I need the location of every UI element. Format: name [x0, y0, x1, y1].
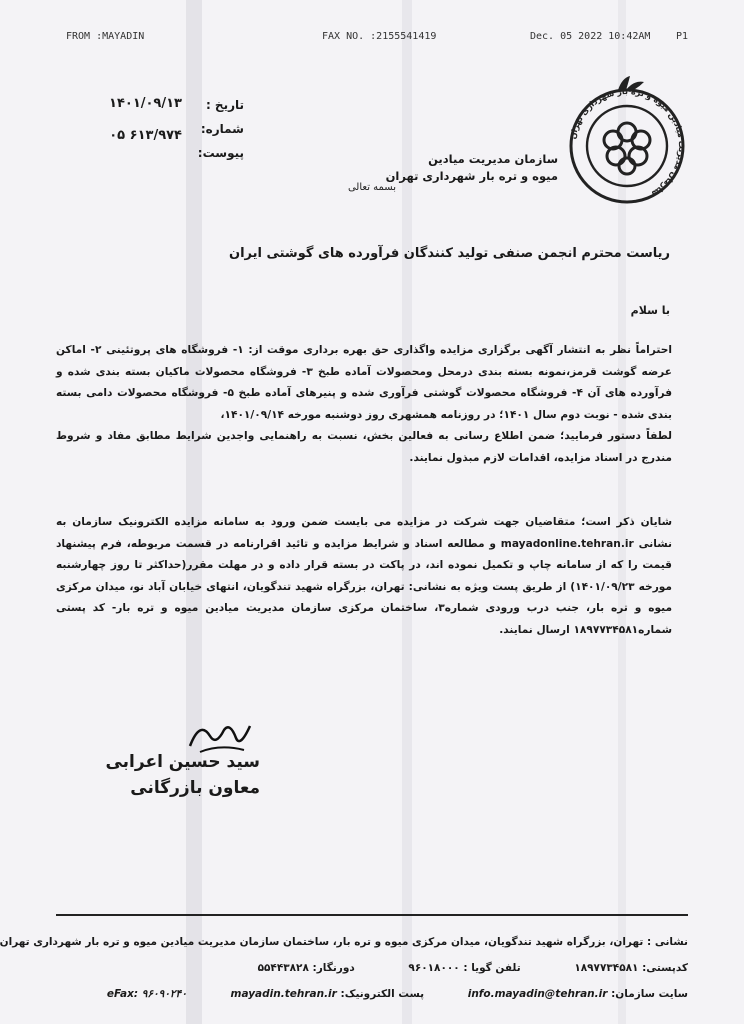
- organization-logo: [568, 70, 686, 210]
- website-link[interactable]: mayadin.tehran.ir: [230, 988, 337, 1000]
- letter-number-label: شماره:: [200, 122, 244, 136]
- fax-value: ۵۵۴۴۳۸۲۸: [257, 962, 309, 974]
- salutation: با سلام: [630, 304, 670, 317]
- postal-code-value: ۱۸۹۷۷۳۴۵۸۱: [574, 962, 639, 974]
- letter-date: ۱۴۰۱/۰۹/۱۳: [109, 96, 182, 111]
- postal-code-label: کدپستی:: [642, 962, 688, 974]
- letter-attachment-label: پیوست:: [197, 146, 244, 160]
- footer-contact-line: [258, 962, 688, 974]
- organization-name: سازمان مدیریت میادین: [428, 152, 558, 166]
- tehran-municipality-emblem-icon: [568, 70, 686, 210]
- letter-date-label: تاریخ :: [205, 98, 244, 112]
- address-value: تهران، بزرگراه شهید تندگویان، میدان مرکزی میوه و تره بار، ساختمان سازمان مدیریت میادین میوه و تره بار شهرداری تهران: [0, 936, 644, 948]
- fax-from: FROM :MAYADIN: [66, 31, 145, 42]
- footer-address-line: [0, 936, 688, 948]
- efax-value: eFax: ۹۶۰۹۰۲۴۰: [106, 988, 187, 1000]
- address-label: نشانی :: [647, 936, 688, 948]
- email-link[interactable]: info.mayadin@tehran.ir: [467, 988, 608, 1000]
- footer-divider: [56, 914, 688, 916]
- body-paragraph-3: شایان ذکر است؛ متقاضیان جهت شرکت در مزایده می بایست ضمن ورود به سامانه مزایده الکترونیک سازمان به نشانی mayadonline.tehran.ir و مطالعه اسناد و شرایط مزایده و تائید اقرارنامه در قسمت مربوطه، فرم پیشنهاد قیمت را که از سامانه چاپ و تکمیل نموده اند، در پاکت در بسته قرار داده و در مهلت مقرر(حداکثر تا روز چهارشنبه مورخه ۱۴۰۱/۰۹/۲۳) از طریق پست ویژه به نشانی: تهران، بزرگراه شهید تندگویان، انتهای خیابان آباد نو، میدان مرکزی میوه و تره بار، جنب درب ورودی شماره۳، ساختمان مرکزی سازمان مدیریت میادین میوه و تره بار- کد پستی شماره۱۸۹۷۷۳۴۵۸۱ ارسال نمایند.: [56, 516, 673, 636]
- website-label: سایت سازمان:: [611, 988, 688, 1000]
- signatory-title: معاون بازرگانی: [130, 778, 260, 798]
- logo-ring-text: سازمان مدیریت میادین میوه و تره بار شهرداری تهران: [568, 86, 686, 199]
- fax-page: P1: [676, 31, 689, 42]
- fax-number: FAX NO. :2155541419: [322, 31, 437, 42]
- body-paragraph-2: لطفاً دستور فرمایید؛ ضمن اطلاع رسانی به فعالین بخش، نسبت به راهنمایی واجدین شرایط مطابق مفاد و شروط مندرج در اسناد مزایده، اقدامات لازم مبذول نمایند.: [56, 430, 672, 464]
- phone-value: ۹۶۰۱۸۰۰۰: [408, 962, 460, 974]
- letter-body: [56, 340, 672, 470]
- footer-web-line: [107, 988, 688, 1000]
- letter-body-continued: [56, 512, 672, 642]
- letter-number: ۶۱۳/۹۷۴ ۰۵: [109, 128, 182, 143]
- phone-label: تلفن گویا :: [463, 962, 521, 974]
- body-paragraph-1: احتراماً نظر به انتشار آگهی برگزاری مزایده واگذاری حق بهره برداری موقت از: ۱- فروشگاه های پروتئینی ۲- اماکن عرضه گوشت قرمز،نمونه بسته بندی درمحل ومحصولات آماده طبخ ۳- فروشگاه محصولات ماکیان بسته بندی شده و فرآورده های آن ۴- فروشگاه محصولات گوشتی فرآوری شده و پنیرهای آماده طبخ ۵- فروشگاه محصولات دامی بسته بندی شده - نوبت دوم سال ۱۴۰۱؛ در روزنامه همشهری روز دوشنبه مورخه ۱۴۰۱/۰۹/۱۴،: [56, 344, 673, 421]
- bismillah: بسمه تعالی: [347, 182, 396, 193]
- organization-subtitle: میوه و تره بار شهرداری تهران: [385, 169, 558, 183]
- signatory-name: سید حسین اعرابی: [105, 752, 260, 772]
- email-label: پست الکترونیک:: [340, 988, 425, 1000]
- fax-label: دورنگار:: [312, 962, 355, 974]
- fax-date: Dec. 05 2022 10:42AM: [530, 31, 651, 42]
- recipient: ریاست محترم انجمن صنفی تولید کنندگان فرآورده های گوشتی ایران: [228, 246, 670, 261]
